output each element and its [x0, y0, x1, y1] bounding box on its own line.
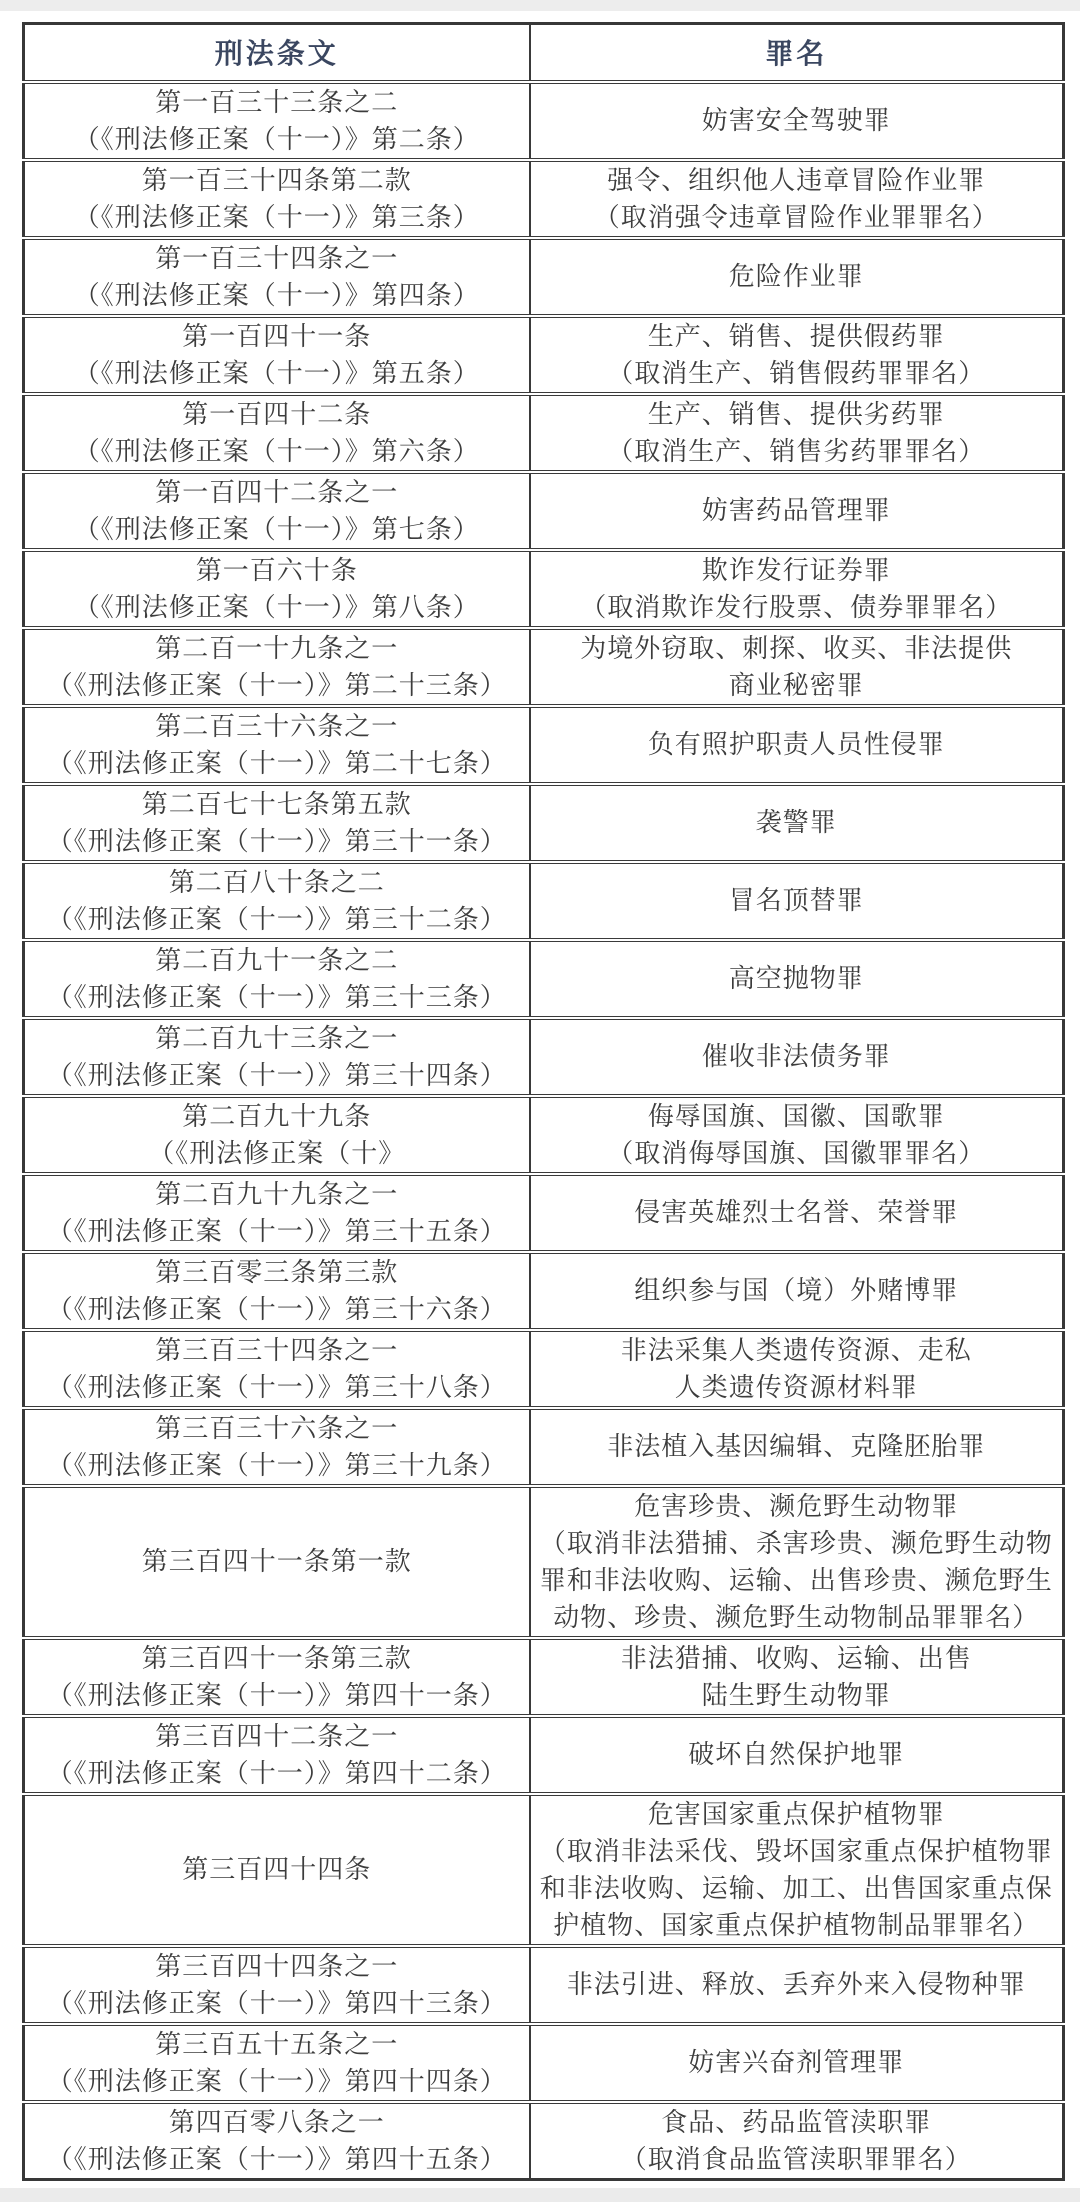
cell-line: 第三百零三条第三款 [155, 1257, 399, 1287]
article-cell [24, 1018, 530, 1096]
crime-cell [530, 706, 1064, 784]
crime-cell [530, 1330, 1064, 1408]
cell-line: 人类遗传资源材料罪 [674, 1372, 918, 1402]
article-cell [24, 1174, 530, 1252]
cell-line: 第二百九十九条 [182, 1101, 372, 1131]
crime-cell [530, 550, 1064, 628]
table-row [24, 160, 1064, 238]
cell-line: （《刑法修正案（十一）》第四十一条） [46, 1680, 507, 1710]
cell-line: （取消生产、销售劣药罪罪名） [607, 436, 986, 466]
cell-line: （《刑法修正案（十一）》第二条） [73, 124, 480, 154]
crime-cell [530, 1252, 1064, 1330]
article-cell [24, 940, 530, 1018]
cell-line: 生产、销售、提供劣药罪 [647, 399, 945, 429]
table-row [24, 238, 1064, 316]
cell-line: 危害国家重点保护植物罪 [647, 1799, 945, 1829]
table-row [24, 82, 1064, 160]
article-cell [24, 1946, 530, 2024]
cell-line: 动物、珍贵、濒危野生动物制品罪罪名） [553, 1602, 1040, 1632]
table-row [24, 394, 1064, 472]
crime-cell [530, 862, 1064, 940]
cell-line: （《刑法修正案（十一）》第四十三条） [46, 1988, 507, 2018]
cell-line: （《刑法修正案（十一）》第二十三条） [46, 670, 507, 700]
article-cell [24, 1486, 530, 1638]
table-row [24, 1794, 1064, 1946]
crime-cell [530, 784, 1064, 862]
cell-line: 第一百四十二条 [182, 399, 372, 429]
table-row [24, 1252, 1064, 1330]
article-cell [24, 1330, 530, 1408]
table-row [24, 784, 1064, 862]
table-row [24, 1946, 1064, 2024]
table-row [24, 1638, 1064, 1716]
article-cell [24, 2024, 530, 2102]
article-cell [24, 706, 530, 784]
cell-line: 危害珍贵、濒危野生动物罪 [634, 1491, 959, 1521]
column-header-article: 刑法条文 [24, 24, 530, 82]
cell-line: 第三百三十六条之一 [155, 1413, 399, 1443]
table-row [24, 1716, 1064, 1794]
article-cell [24, 862, 530, 940]
cell-line: 负有照护职责人员性侵罪 [647, 730, 945, 759]
crime-cell [530, 1716, 1064, 1794]
article-cell [24, 394, 530, 472]
cell-line: （《刑法修正案（十一）》第四十二条） [46, 1758, 507, 1788]
cell-line: 危险作业罪 [728, 262, 864, 291]
cell-line: 非法引进、释放、丢弃外来入侵物种罪 [566, 1970, 1026, 1999]
cell-line: 食品、药品监管渎职罪 [661, 2107, 932, 2137]
cell-line: （《刑法修正案（十一）》第三条） [73, 202, 480, 232]
crime-cell [530, 940, 1064, 1018]
table-row [24, 1174, 1064, 1252]
table-row [24, 706, 1064, 784]
criminal-law-articles-table [22, 22, 1065, 2181]
cell-line: （《刑法修正案（十一）》第七条） [73, 514, 480, 544]
cell-line: 欺诈发行证券罪 [701, 555, 891, 585]
table-row [24, 862, 1064, 940]
cell-line: 第一百三十三条之二 [155, 87, 399, 117]
table-row [24, 628, 1064, 706]
cell-line: （取消强令违章冒险作业罪罪名） [593, 202, 999, 232]
crime-cell [530, 394, 1064, 472]
article-cell [24, 1252, 530, 1330]
table-row [24, 1018, 1064, 1096]
cell-line: 第一百六十条 [195, 555, 358, 585]
table-row [24, 1486, 1064, 1638]
cell-line: 第三百四十四条之一 [155, 1951, 399, 1981]
cell-line: 侮辱国旗、国徽、国歌罪 [647, 1101, 945, 1131]
cell-line: （《刑法修正案（十一）》第四十五条） [46, 2144, 507, 2174]
article-cell [24, 82, 530, 160]
cell-line: 第三百四十一条第三款 [141, 1643, 412, 1673]
cell-line: 第二百九十三条之一 [155, 1023, 399, 1053]
cell-line: 第一百三十四条第二款 [141, 165, 412, 195]
cell-line: 催收非法债务罪 [701, 1042, 891, 1071]
cell-line: 第三百四十四条 [182, 1855, 372, 1884]
crime-cell [530, 472, 1064, 550]
cell-line: （《刑法修正案（十一）》第八条） [73, 592, 480, 622]
crime-cell [530, 1096, 1064, 1174]
crime-cell [530, 1486, 1064, 1638]
cell-line: （《刑法修正案（十一）》第四条） [73, 280, 480, 310]
cell-line: 第一百四十一条 [182, 321, 372, 351]
page-bottom-edge [0, 2188, 1080, 2202]
crime-cell [530, 628, 1064, 706]
article-cell [24, 2102, 530, 2180]
table-body [24, 82, 1064, 2180]
cell-line: 第三百四十一条第一款 [141, 1547, 412, 1576]
table-row [24, 2024, 1064, 2102]
article-cell [24, 628, 530, 706]
table-row [24, 316, 1064, 394]
cell-line: 第三百四十二条之一 [155, 1721, 399, 1751]
cell-line: 第二百一十九条之一 [155, 633, 399, 663]
crime-cell [530, 2024, 1064, 2102]
cell-line: 非法猎捕、收购、运输、出售 [620, 1643, 972, 1673]
cell-line: 护植物、国家重点保护植物制品罪罪名） [553, 1910, 1040, 1940]
cell-line: （《刑法修正案（十一）》第三十三条） [46, 982, 507, 1012]
cell-line: 侵害英雄烈士名誉、荣誉罪 [634, 1198, 959, 1227]
crime-cell [530, 1794, 1064, 1946]
table-row [24, 1096, 1064, 1174]
article-cell [24, 550, 530, 628]
cell-line: 第一百三十四条之一 [155, 243, 399, 273]
table-row [24, 2102, 1064, 2180]
cell-line: （取消侮辱国旗、国徽罪罪名） [607, 1138, 986, 1168]
cell-line: （取消欺诈发行股票、债券罪罪名） [580, 592, 1013, 622]
table-row [24, 940, 1064, 1018]
cell-line: （《刑法修正案（十一）》第三十二条） [46, 904, 507, 934]
cell-line: （《刑法修正案（十一）》第三十九条） [46, 1450, 507, 1480]
cell-line: 第二百九十九条之一 [155, 1179, 399, 1209]
cell-line: 陆生野生动物罪 [701, 1680, 891, 1710]
cell-line: （《刑法修正案（十一）》第三十六条） [46, 1294, 507, 1324]
crime-cell [530, 316, 1064, 394]
cell-line: 组织参与国（境）外赌博罪 [634, 1276, 959, 1305]
article-cell [24, 1794, 530, 1946]
cell-line: 第三百五十五条之一 [155, 2029, 399, 2059]
cell-line: 强令、组织他人违章冒险作业罪 [607, 165, 986, 195]
cell-line: 第二百七十七条第五款 [141, 789, 412, 819]
cell-line: （《刑法修正案（十一）》第三十一条） [46, 826, 507, 856]
cell-line: （《刑法修正案（十》 [148, 1138, 406, 1168]
article-cell [24, 1096, 530, 1174]
cell-line: 生产、销售、提供假药罪 [647, 321, 945, 351]
cell-line: 第二百三十六条之一 [155, 711, 399, 741]
cell-line: 罪和非法收购、运输、出售珍贵、濒危野生 [539, 1565, 1053, 1595]
cell-line: （《刑法修正案（十一）》第三十五条） [46, 1216, 507, 1246]
crime-cell [530, 1408, 1064, 1486]
header-row [24, 24, 1064, 82]
crime-cell [530, 1946, 1064, 2024]
article-cell [24, 472, 530, 550]
crime-cell [530, 1638, 1064, 1716]
cell-line: 第二百八十条之二 [168, 867, 385, 897]
cell-line: （《刑法修正案（十一）》第二十七条） [46, 748, 507, 778]
cell-line: 妨害兴奋剂管理罪 [688, 2048, 905, 2077]
cell-line: （《刑法修正案（十一）》第三十八条） [46, 1372, 507, 1402]
column-header-crime: 罪名 [530, 24, 1064, 82]
cell-line: 袭警罪 [755, 808, 837, 837]
crime-cell [530, 82, 1064, 160]
article-cell [24, 1716, 530, 1794]
cell-line: （《刑法修正案（十一）》第四十四条） [46, 2066, 507, 2096]
cell-line: 妨害安全驾驶罪 [701, 106, 891, 135]
cell-line: 妨害药品管理罪 [701, 496, 891, 525]
table-row [24, 1330, 1064, 1408]
cell-line: （取消食品监管渎职罪罪名） [620, 2144, 972, 2174]
cell-line: 和非法收购、运输、加工、出售国家重点保 [539, 1873, 1053, 1903]
article-cell [24, 1638, 530, 1716]
table-header [24, 24, 1064, 82]
article-cell [24, 160, 530, 238]
cell-line: 第一百四十二条之一 [155, 477, 399, 507]
crime-cell [530, 160, 1064, 238]
cell-line: 为境外窃取、刺探、收买、非法提供 [580, 633, 1013, 663]
cell-line: （《刑法修正案（十一）》第六条） [73, 436, 480, 466]
cell-line: 非法采集人类遗传资源、走私 [620, 1335, 972, 1365]
article-cell [24, 238, 530, 316]
cell-line: 非法植入基因编辑、克隆胚胎罪 [607, 1432, 986, 1461]
cell-line: （取消非法猎捕、杀害珍贵、濒危野生动物 [539, 1528, 1053, 1558]
cell-line: （取消生产、销售假药罪罪名） [607, 358, 986, 388]
table-row [24, 550, 1064, 628]
cell-line: 商业秘密罪 [728, 670, 864, 700]
crime-cell [530, 1018, 1064, 1096]
crime-cell [530, 1174, 1064, 1252]
page-top-edge [0, 0, 1080, 11]
crime-cell [530, 238, 1064, 316]
table-row [24, 472, 1064, 550]
cell-line: 破坏自然保护地罪 [688, 1740, 905, 1769]
cell-line: 第三百三十四条之一 [155, 1335, 399, 1365]
cell-line: （取消非法采伐、毁坏国家重点保护植物罪 [539, 1836, 1053, 1866]
cell-line: （《刑法修正案（十一）》第三十四条） [46, 1060, 507, 1090]
table-row [24, 1408, 1064, 1486]
cell-line: 第四百零八条之一 [168, 2107, 385, 2137]
cell-line: （《刑法修正案（十一）》第五条） [73, 358, 480, 388]
cell-line: 冒名顶替罪 [728, 886, 864, 915]
article-cell [24, 316, 530, 394]
crime-cell [530, 2102, 1064, 2180]
article-cell [24, 1408, 530, 1486]
cell-line: 高空抛物罪 [728, 964, 864, 993]
article-cell [24, 784, 530, 862]
cell-line: 第二百九十一条之二 [155, 945, 399, 975]
